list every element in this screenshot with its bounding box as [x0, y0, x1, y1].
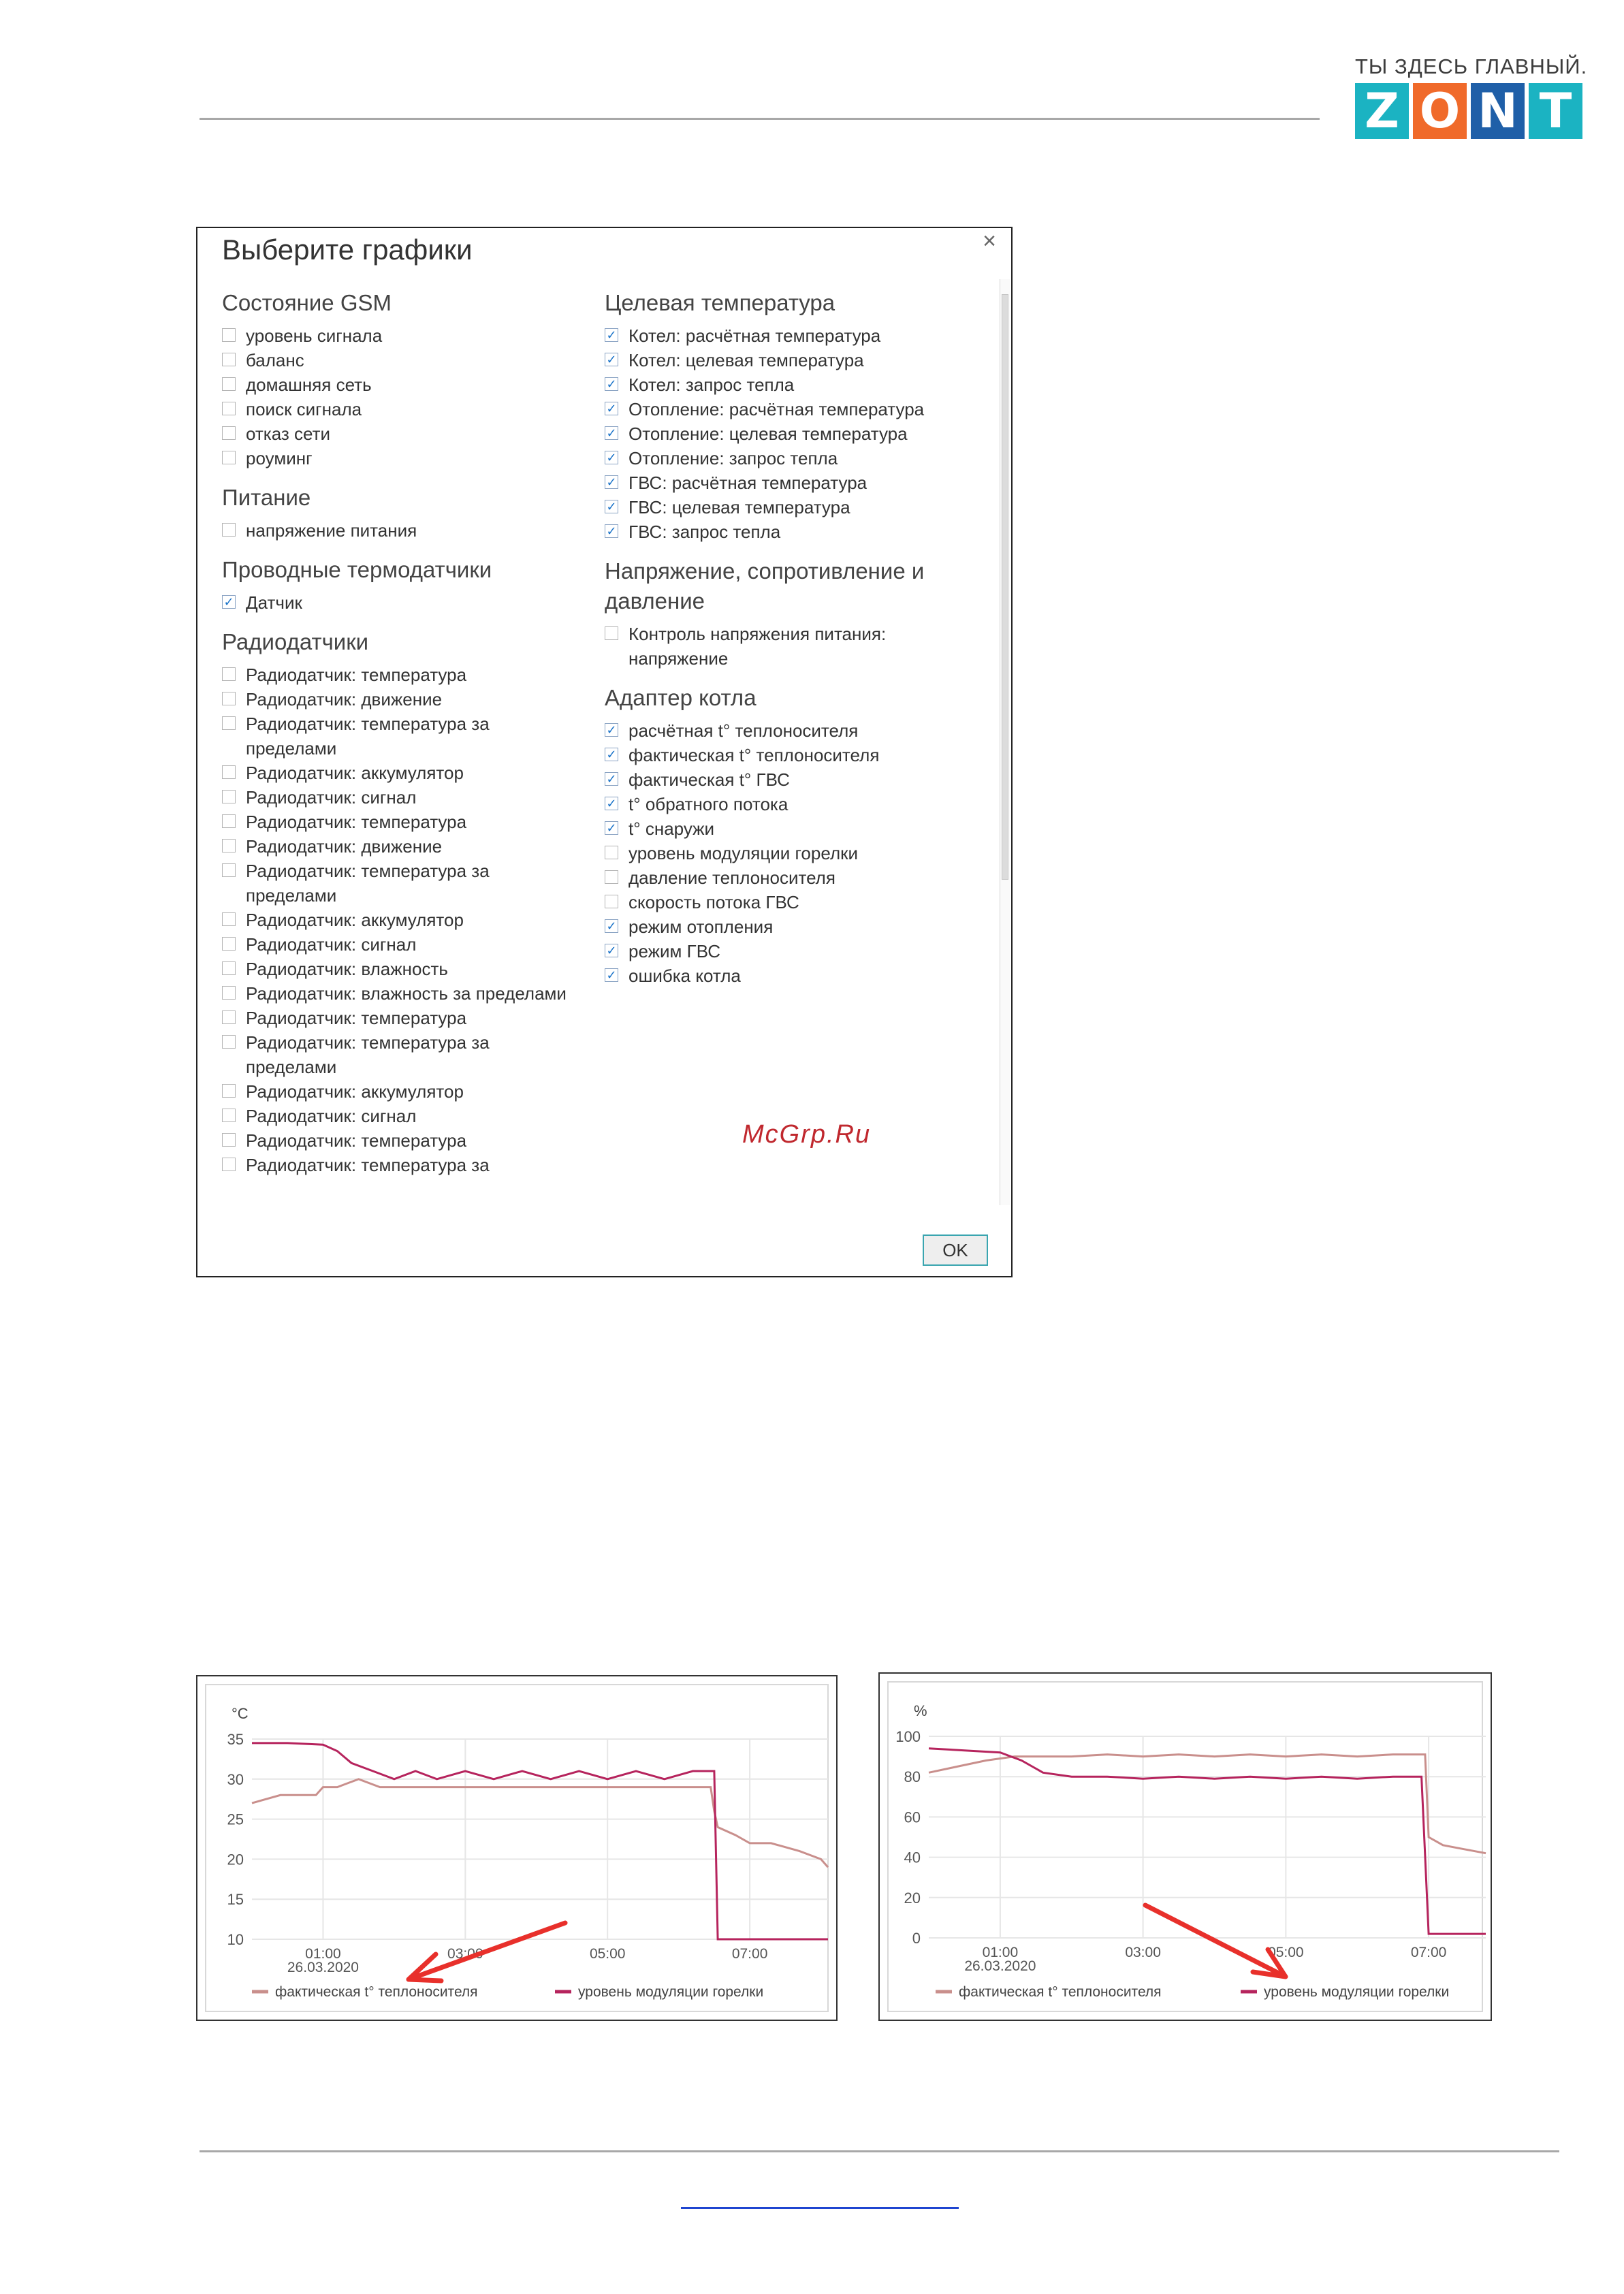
annotation-arrow — [409, 1923, 565, 1981]
checkbox-unchecked[interactable] — [222, 667, 236, 681]
right-column — [605, 276, 986, 988]
chart-option-label: Отопление: целевая температура — [628, 424, 908, 444]
checkbox-checked[interactable]: ✓ — [605, 451, 618, 464]
checkbox-checked[interactable]: ✓ — [222, 595, 236, 609]
chart-option[interactable] — [605, 865, 986, 890]
checkbox-unchecked[interactable] — [222, 451, 236, 464]
scrollbar[interactable] — [1000, 279, 1010, 1205]
chart-option-label: отказ сети — [246, 424, 331, 444]
legend-label: уровень модуляции горелки — [578, 1984, 764, 2000]
chart-option[interactable] — [605, 841, 986, 865]
chart-option[interactable] — [605, 446, 986, 471]
checkbox-unchecked[interactable] — [222, 765, 236, 779]
chart-option-label: домашняя сеть — [246, 375, 372, 395]
chart-option-label: Контроль напряжения питания: напряжение — [628, 624, 887, 669]
checkbox-checked[interactable]: ✓ — [605, 944, 618, 957]
chart-option-label: Радиодатчик: температура за пределами — [246, 861, 490, 906]
chart-option[interactable] — [605, 767, 986, 792]
chart-temperature — [196, 1675, 838, 2021]
x-tick-label: 05:00 — [1268, 1945, 1304, 1960]
chart-modulation-svg — [880, 1674, 1491, 2020]
section-heading: Напряжение, сопротивление и давление — [605, 558, 925, 614]
chart-option-label: t° снаружи — [628, 818, 715, 839]
chart-option[interactable] — [222, 518, 576, 543]
y-tick-label: 20 — [227, 1851, 244, 1868]
checkbox-unchecked[interactable] — [222, 328, 236, 342]
chart-option-label: Радиодатчик: температура за — [246, 1155, 490, 1175]
chart-option[interactable] — [222, 1104, 576, 1128]
chart-option[interactable] — [605, 890, 986, 914]
chart-option-label: Радиодатчик: аккумулятор — [246, 1081, 464, 1102]
logo-letter: T — [1529, 83, 1582, 139]
chart-option[interactable] — [605, 372, 986, 397]
chart-option-label: расчётная t° теплоносителя — [628, 720, 859, 741]
y-tick-label: 25 — [227, 1811, 244, 1828]
chart-option-label: Радиодатчик: движение — [246, 689, 443, 710]
chart-option-label: Радиодатчик: температура — [246, 1008, 467, 1028]
chart-option[interactable] — [222, 932, 576, 957]
section-heading: Адаптер котла — [605, 685, 757, 710]
chart-option[interactable] — [222, 712, 576, 761]
chart-option-label: Радиодатчик: температура за пределами — [246, 714, 490, 759]
chart-option[interactable] — [222, 1153, 576, 1177]
checkbox-unchecked[interactable] — [605, 846, 618, 859]
chart-option-label: Радиодатчик: аккумулятор — [246, 910, 464, 930]
chart-option-label: Радиодатчик: температура — [246, 812, 467, 832]
select-charts-dialog — [196, 227, 1013, 1277]
checkbox-unchecked[interactable] — [222, 692, 236, 705]
chart-option-label: ГВС: целевая температура — [628, 497, 850, 517]
logo-letter: Z — [1355, 83, 1409, 139]
chart-option[interactable] — [605, 397, 986, 421]
chart-option[interactable] — [605, 471, 986, 495]
logo-letter: N — [1471, 83, 1525, 139]
chart-option[interactable] — [222, 397, 576, 421]
checkbox-unchecked[interactable] — [222, 523, 236, 537]
chart-option[interactable] — [222, 1006, 576, 1030]
chart-option-label: Радиодатчик: аккумулятор — [246, 763, 464, 783]
series-line — [252, 1743, 828, 1939]
chart-option-label: Радиодатчик: движение — [246, 836, 443, 857]
chart-option-label: Котел: целевая температура — [628, 350, 864, 370]
checkbox-checked[interactable]: ✓ — [605, 821, 618, 835]
zont-logo — [1355, 54, 1587, 139]
left-column — [222, 276, 576, 1177]
chart-option[interactable] — [222, 908, 576, 932]
chart-modulation — [878, 1672, 1492, 2021]
chart-option-label: Радиодатчик: сигнал — [246, 934, 417, 955]
checkbox-unchecked[interactable] — [222, 1158, 236, 1171]
section-heading: Целевая температура — [605, 290, 835, 315]
x-tick-label: 07:00 — [731, 1946, 768, 1962]
chart-option-label: Радиодатчик: влажность за пределами — [246, 983, 567, 1004]
chart-option-label: t° обратного потока — [628, 794, 789, 814]
checkbox-checked[interactable]: ✓ — [605, 772, 618, 786]
chart-option-label: поиск сигнала — [246, 399, 362, 419]
y-tick-label: 35 — [227, 1731, 244, 1748]
checkbox-unchecked[interactable] — [222, 863, 236, 877]
checkbox-unchecked[interactable] — [222, 426, 236, 440]
checkbox-checked[interactable]: ✓ — [605, 919, 618, 933]
footer-link[interactable] — [681, 2207, 959, 2209]
chart-option[interactable] — [222, 446, 576, 471]
chart-option[interactable] — [605, 323, 986, 348]
chart-option-label: ошибка котла — [628, 966, 741, 986]
chart-option-label: Котел: расчётная температура — [628, 325, 881, 346]
ok-button[interactable]: OK — [923, 1234, 988, 1266]
chart-option[interactable] — [222, 663, 576, 687]
chart-option-label: Радиодатчик: сигнал — [246, 1106, 417, 1126]
chart-option[interactable] — [605, 495, 986, 520]
checkbox-unchecked[interactable] — [222, 839, 236, 853]
chart-option[interactable] — [222, 834, 576, 859]
checkbox-checked[interactable]: ✓ — [605, 402, 618, 415]
chart-option-label: давление теплоносителя — [628, 867, 835, 888]
logo-letter: O — [1413, 83, 1467, 139]
series-line — [252, 1779, 828, 1867]
checkbox-checked[interactable]: ✓ — [605, 797, 618, 810]
chart-temperature-svg — [197, 1676, 836, 2020]
checkbox-checked[interactable]: ✓ — [605, 328, 618, 342]
checkbox-unchecked[interactable] — [222, 716, 236, 730]
y-axis-unit: % — [914, 1702, 927, 1719]
checkbox-unchecked[interactable] — [222, 1133, 236, 1147]
x-tick-label: 07:00 — [1410, 1945, 1447, 1960]
chart-option-label: Радиодатчик: температура — [246, 665, 467, 685]
chart-option-label: режим ГВС — [628, 941, 720, 961]
logo-letters — [1355, 83, 1587, 139]
chart-option[interactable] — [222, 1079, 576, 1104]
chart-option[interactable] — [222, 323, 576, 348]
chart-option-label: фактическая t° теплоносителя — [628, 745, 880, 765]
section-heading: Питание — [222, 485, 311, 510]
chart-option-label: напряжение питания — [246, 520, 417, 541]
checkbox-unchecked[interactable] — [222, 1084, 236, 1098]
checkbox-checked[interactable]: ✓ — [605, 426, 618, 440]
checkbox-unchecked[interactable] — [222, 912, 236, 926]
y-tick-label: 10 — [227, 1931, 244, 1948]
x-tick-label: 03:00 — [447, 1946, 483, 1962]
checkbox-checked[interactable]: ✓ — [605, 968, 618, 982]
chart-option[interactable] — [222, 785, 576, 810]
y-tick-label: 30 — [227, 1770, 244, 1788]
legend-label: уровень модуляции горелки — [1264, 1984, 1450, 2000]
footer-divider — [200, 2150, 1559, 2152]
chart-option[interactable] — [222, 348, 576, 372]
checkbox-unchecked[interactable] — [222, 790, 236, 803]
chart-option[interactable] — [222, 957, 576, 981]
x-date-label: 26.03.2020 — [287, 1960, 359, 1975]
watermark: McGrp.Ru — [742, 1120, 872, 1149]
x-date-label: 26.03.2020 — [964, 1958, 1036, 1974]
chart-option[interactable] — [605, 939, 986, 963]
chart-option-label: Котел: запрос тепла — [628, 375, 795, 395]
checkbox-checked[interactable]: ✓ — [605, 353, 618, 366]
chart-option-label: Радиодатчик: влажность — [246, 959, 448, 979]
checkbox-unchecked[interactable] — [222, 986, 236, 1000]
checkbox-checked[interactable]: ✓ — [605, 723, 618, 737]
section-heading: Радиодатчики — [222, 629, 369, 654]
x-tick-label: 05:00 — [589, 1946, 626, 1962]
y-tick-label: 40 — [904, 1849, 921, 1866]
chart-option-label: Радиодатчик: температура — [246, 1130, 467, 1151]
close-icon[interactable]: × — [983, 228, 996, 254]
chart-option-label: скорость потока ГВС — [628, 892, 799, 912]
chart-option[interactable] — [222, 859, 576, 908]
section-heading: Состояние GSM — [222, 290, 392, 315]
chart-option-label: уровень модуляции горелки — [628, 843, 859, 863]
chart-option-label: баланс — [246, 350, 304, 370]
chart-option[interactable] — [605, 743, 986, 767]
chart-option[interactable] — [605, 718, 986, 743]
chart-option-label: фактическая t° ГВС — [628, 769, 790, 790]
chart-option[interactable] — [222, 981, 576, 1006]
checkbox-unchecked[interactable] — [605, 626, 618, 640]
chart-option-label: роуминг — [246, 448, 313, 468]
chart-option-label: Радиодатчик: сигнал — [246, 787, 417, 808]
checkbox-unchecked[interactable] — [222, 937, 236, 951]
checkbox-checked[interactable]: ✓ — [605, 748, 618, 761]
y-tick-label: 20 — [904, 1889, 921, 1907]
scrollbar-thumb[interactable] — [1002, 294, 1008, 880]
checkbox-checked[interactable]: ✓ — [605, 500, 618, 513]
checkbox-checked[interactable]: ✓ — [605, 377, 618, 391]
dialog-title: Выберите графики — [222, 234, 473, 266]
checkbox-unchecked[interactable] — [222, 377, 236, 391]
checkbox-unchecked[interactable] — [222, 402, 236, 415]
chart-option[interactable] — [222, 421, 576, 446]
chart-option-label: ГВС: расчётная температура — [628, 473, 867, 493]
chart-option-label: Отопление: расчётная температура — [628, 399, 925, 419]
checkbox-unchecked[interactable] — [222, 814, 236, 828]
legend-label: фактическая t° теплоносителя — [959, 1984, 1162, 2000]
checkbox-unchecked[interactable] — [222, 1109, 236, 1122]
checkbox-unchecked[interactable] — [222, 961, 236, 975]
checkbox-unchecked[interactable] — [222, 1010, 236, 1024]
chart-option[interactable] — [605, 963, 986, 988]
checkbox-checked[interactable]: ✓ — [605, 475, 618, 489]
y-tick-label: 15 — [227, 1891, 244, 1909]
chart-option[interactable] — [605, 914, 986, 939]
chart-option[interactable] — [222, 1128, 576, 1153]
series-line — [929, 1755, 1486, 1853]
annotation-arrow — [1145, 1905, 1286, 1977]
legend-label: фактическая t° теплоносителя — [275, 1984, 478, 2000]
logo-tagline: ТЫ ЗДЕСЬ ГЛАВНЫЙ. — [1355, 54, 1588, 78]
y-tick-label: 80 — [904, 1768, 921, 1786]
chart-option-label: уровень сигнала — [246, 325, 383, 346]
checkbox-unchecked[interactable] — [605, 895, 618, 908]
x-tick-label: 01:00 — [982, 1945, 1019, 1960]
chart-option-label: ГВС: запрос тепла — [628, 522, 781, 542]
y-tick-label: 60 — [904, 1809, 921, 1826]
section-heading: Проводные термодатчики — [222, 557, 492, 582]
chart-option[interactable] — [222, 687, 576, 712]
chart-option[interactable] — [222, 810, 576, 834]
y-tick-label: 0 — [912, 1930, 921, 1947]
chart-option[interactable] — [605, 421, 986, 446]
chart-option[interactable] — [605, 348, 986, 372]
chart-option-label: режим отопления — [628, 917, 774, 937]
chart-option[interactable] — [222, 372, 576, 397]
header-divider — [200, 118, 1320, 120]
y-axis-unit: °C — [232, 1705, 249, 1722]
chart-option[interactable] — [605, 622, 986, 671]
checkbox-checked[interactable]: ✓ — [605, 524, 618, 538]
chart-option[interactable] — [605, 792, 986, 816]
chart-option-label: Отопление: запрос тепла — [628, 448, 838, 468]
checkbox-unchecked[interactable] — [222, 1035, 236, 1049]
chart-option[interactable] — [222, 761, 576, 785]
x-tick-label: 01:00 — [305, 1946, 341, 1962]
chart-option[interactable] — [222, 1030, 576, 1079]
chart-option[interactable] — [222, 590, 576, 615]
checkbox-unchecked[interactable] — [605, 870, 618, 884]
y-tick-label: 100 — [895, 1728, 921, 1745]
x-tick-label: 03:00 — [1125, 1945, 1161, 1960]
checkbox-unchecked[interactable] — [222, 353, 236, 366]
chart-option[interactable] — [605, 816, 986, 841]
chart-option-label: Радиодатчик: температура за пределами — [246, 1032, 490, 1077]
chart-option[interactable] — [605, 520, 986, 544]
chart-option-label: Датчик — [246, 592, 302, 613]
